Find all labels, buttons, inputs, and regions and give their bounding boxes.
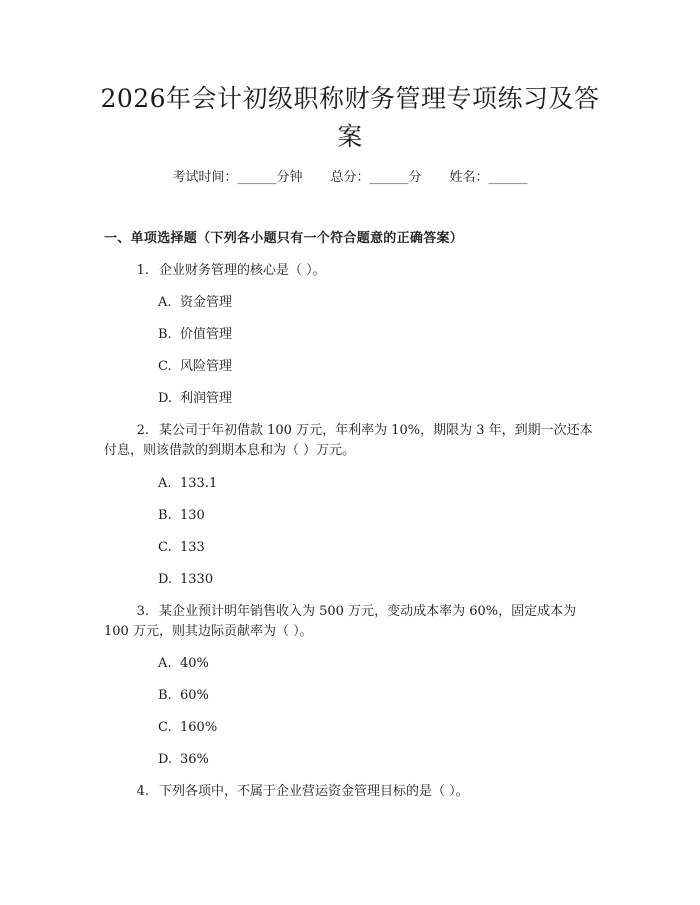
option-letter: A. [158, 656, 172, 671]
option-letter: C. [158, 540, 172, 555]
question-3-option-a [158, 654, 209, 674]
option-letter: B. [158, 327, 172, 342]
option-text: 133 [180, 540, 205, 555]
option-letter: D. [158, 391, 173, 406]
option-text: 133.1 [180, 476, 218, 491]
question-text: 企业财务管理的核心是（ ）。 [159, 263, 326, 278]
question-1-option-b [158, 325, 232, 345]
exam-time-label: 考试时间： [172, 170, 238, 185]
question-number: 1. [136, 263, 149, 278]
name-blank: ______ [488, 170, 528, 185]
option-text: 风险管理 [180, 359, 233, 374]
question-text-line-1: 某公司于年初借款 100 万元，年利率为 10%，期限为 3 年，到期一次还本 [159, 423, 593, 438]
option-text: 40% [180, 656, 209, 671]
total-score-blank: ______ [369, 170, 409, 185]
section-heading-single-choice: 一、单项选择题（下列各小题只有一个符合题意的正确答案） [104, 231, 464, 246]
option-text: 价值管理 [180, 327, 233, 342]
option-text: 60% [180, 688, 209, 703]
option-text: 36% [180, 752, 209, 767]
question-2-option-c [158, 538, 205, 558]
total-score-label: 总分： [330, 170, 370, 185]
question-3 [104, 602, 600, 622]
question-2-continued [104, 441, 600, 461]
option-text: 160% [180, 720, 218, 735]
question-3-option-b [158, 686, 209, 706]
option-text: 资金管理 [180, 295, 233, 310]
option-letter: C. [158, 359, 172, 374]
question-1-option-c [158, 357, 232, 377]
question-2-option-b [158, 506, 205, 526]
question-text: 下列各项中，不属于企业营运资金管理目标的是（ ）。 [159, 784, 469, 799]
question-text-line-2: 付息，则该借款的到期本息和为（ ）万元。 [104, 443, 356, 458]
exam-time-unit: 分钟 [276, 170, 303, 185]
question-2-option-a [158, 474, 217, 494]
question-number: 3. [136, 604, 149, 619]
question-text-line-1: 某企业预计明年销售收入为 500 万元，变动成本率为 60%，固定成本为 [159, 604, 577, 619]
question-1-option-d [158, 389, 232, 409]
question-text-line-2: 100 万元，则其边际贡献率为（ ）。 [104, 624, 313, 639]
option-letter: B. [158, 688, 172, 703]
name-label: 姓名： [449, 170, 489, 185]
question-3-continued [104, 622, 600, 642]
option-text: 1330 [180, 572, 214, 587]
question-number: 4. [136, 784, 149, 799]
question-1 [104, 261, 600, 281]
question-4 [104, 782, 600, 802]
exam-info-line [0, 168, 700, 188]
option-letter: B. [158, 508, 172, 523]
question-3-option-c [158, 718, 217, 738]
exam-time-blank: ______ [237, 170, 277, 185]
option-text: 130 [180, 508, 205, 523]
option-letter: C. [158, 720, 172, 735]
question-1-option-a [158, 293, 232, 313]
option-letter: D. [158, 752, 173, 767]
option-letter: A. [158, 476, 172, 491]
option-letter: D. [158, 572, 173, 587]
total-score-unit: 分 [408, 170, 422, 185]
question-2 [104, 421, 600, 441]
document-title: 2026年会计初级职称财务管理专项练习及答案 [100, 84, 600, 151]
question-2-option-d [158, 570, 213, 590]
option-letter: A. [158, 295, 172, 310]
question-3-option-d [158, 750, 209, 770]
question-number: 2. [136, 423, 149, 438]
option-text: 利润管理 [180, 391, 233, 406]
